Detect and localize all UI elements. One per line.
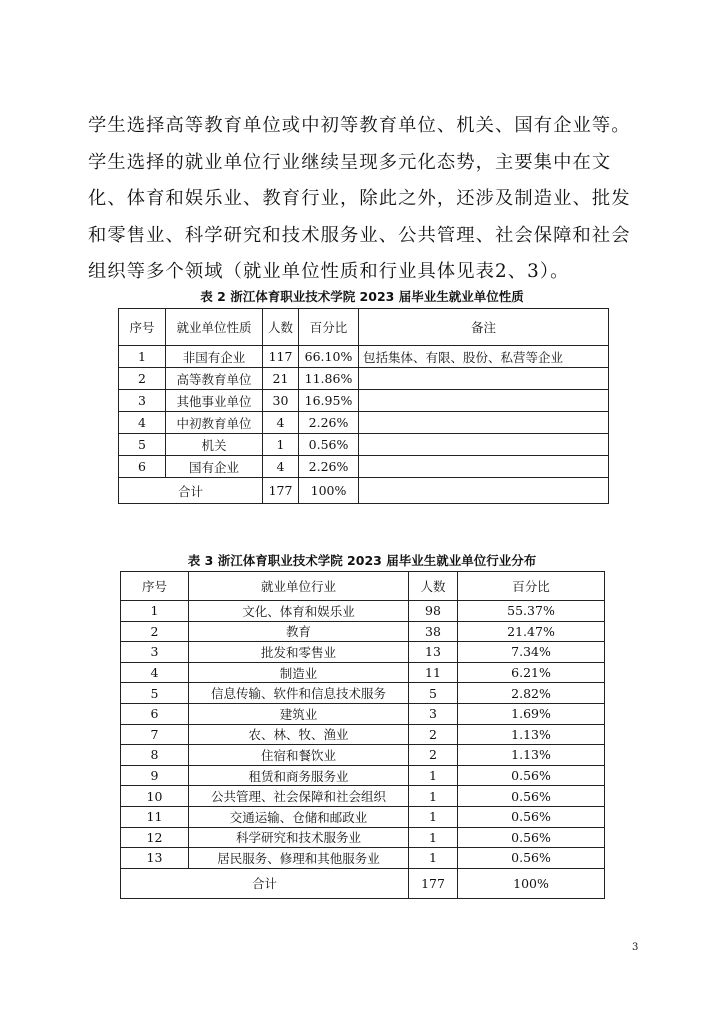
- table-cell: 1.13%: [458, 745, 605, 766]
- table-row: [121, 765, 605, 786]
- table-cell: 21: [263, 368, 299, 390]
- table-cell: 1: [409, 806, 458, 827]
- table-cell: 13: [121, 848, 189, 869]
- table-row: [121, 683, 605, 704]
- total-percent: 100%: [299, 478, 359, 504]
- table-cell: 0.56%: [458, 786, 605, 807]
- total-row: [121, 868, 605, 898]
- table-row: [121, 848, 605, 869]
- table-cell: 国有企业: [166, 456, 263, 478]
- table-cell: 信息传输、软件和信息技术服务: [189, 683, 409, 704]
- table-cell: 建筑业: [189, 703, 409, 724]
- table-cell: 机关: [166, 434, 263, 456]
- table-row: [119, 434, 609, 456]
- table-row: [119, 368, 609, 390]
- table2-employer-nature: [118, 308, 609, 504]
- table-cell: 11.86%: [299, 368, 359, 390]
- table-cell: 教育: [189, 621, 409, 642]
- table-cell: 1: [409, 848, 458, 869]
- table-cell: 117: [263, 346, 299, 368]
- table-cell: 2: [119, 368, 166, 390]
- table-cell: [359, 456, 609, 478]
- table-cell: 0.56%: [299, 434, 359, 456]
- table-cell: 10: [121, 786, 189, 807]
- table-cell: 6: [119, 456, 166, 478]
- table-cell: 高等教育单位: [166, 368, 263, 390]
- table-cell: 2: [121, 621, 189, 642]
- table-row: [121, 827, 605, 848]
- page-number: 3: [632, 942, 639, 953]
- table-row: [121, 786, 605, 807]
- table-cell: 1.69%: [458, 703, 605, 724]
- table-cell: 9: [121, 765, 189, 786]
- table-cell: 98: [409, 601, 458, 622]
- table3-industry-distribution: [120, 571, 605, 899]
- table-cell: 批发和零售业: [189, 642, 409, 663]
- column-header: 人数: [263, 309, 299, 346]
- total-label: 合计: [121, 868, 409, 898]
- table-cell: 4: [263, 412, 299, 434]
- table-cell: [359, 412, 609, 434]
- table-cell: 8: [121, 745, 189, 766]
- table-cell: 中初教育单位: [166, 412, 263, 434]
- table-cell: 居民服务、修理和其他服务业: [189, 848, 409, 869]
- table-row: [121, 601, 605, 622]
- table-cell: 38: [409, 621, 458, 642]
- table-row: [121, 745, 605, 766]
- total-count: 177: [263, 478, 299, 504]
- table3-caption: 表 3 浙江体育职业技术学院 2023 届毕业生就业单位行业分布: [187, 553, 537, 568]
- total-count: 177: [409, 868, 458, 898]
- table-cell: 55.37%: [458, 601, 605, 622]
- table-cell: 7: [121, 724, 189, 745]
- table-cell: 1.13%: [458, 724, 605, 745]
- table-cell: 4: [263, 456, 299, 478]
- table-cell: 3: [121, 642, 189, 663]
- table-cell: 1: [409, 786, 458, 807]
- table-cell: 住宿和餐饮业: [189, 745, 409, 766]
- table-row: [121, 806, 605, 827]
- header-row: [121, 572, 605, 601]
- table-cell: 4: [121, 662, 189, 683]
- table-cell: 包括集体、有限、股份、私营等企业: [359, 346, 609, 368]
- table-cell: 1: [409, 765, 458, 786]
- column-header: 就业单位行业: [189, 572, 409, 601]
- column-header: 百分比: [299, 309, 359, 346]
- table-cell: 66.10%: [299, 346, 359, 368]
- table-cell: 0.56%: [458, 848, 605, 869]
- column-header: 序号: [119, 309, 166, 346]
- table-cell: 租赁和商务服务业: [189, 765, 409, 786]
- header-row: [119, 309, 609, 346]
- table-cell: [359, 390, 609, 412]
- table-cell: 21.47%: [458, 621, 605, 642]
- column-header: 人数: [409, 572, 458, 601]
- table-cell: 11: [121, 806, 189, 827]
- table-cell: 2: [409, 745, 458, 766]
- table-cell: 0.56%: [458, 827, 605, 848]
- table-row: [121, 662, 605, 683]
- table-cell: 农、林、牧、渔业: [189, 724, 409, 745]
- table-row: [119, 346, 609, 368]
- table2-caption: 表 2 浙江体育职业技术学院 2023 届毕业生就业单位性质: [200, 289, 524, 304]
- total-label: 合计: [119, 478, 263, 504]
- table-row: [121, 642, 605, 663]
- table-cell: 2.26%: [299, 412, 359, 434]
- table-row: [119, 412, 609, 434]
- table-cell: 0.56%: [458, 806, 605, 827]
- table-row: [119, 456, 609, 478]
- table-cell: 3: [409, 703, 458, 724]
- table-cell: 30: [263, 390, 299, 412]
- table-cell: 其他事业单位: [166, 390, 263, 412]
- total-note: [359, 478, 609, 504]
- table-cell: 文化、体育和娱乐业: [189, 601, 409, 622]
- table-cell: 公共管理、社会保障和社会组织: [189, 786, 409, 807]
- table-row: [121, 724, 605, 745]
- table-cell: 13: [409, 642, 458, 663]
- total-row: [119, 478, 609, 504]
- column-header: 就业单位性质: [166, 309, 263, 346]
- table-cell: 4: [119, 412, 166, 434]
- table-cell: 6.21%: [458, 662, 605, 683]
- table-cell: 1: [121, 601, 189, 622]
- table-cell: 2.26%: [299, 456, 359, 478]
- table-cell: 6: [121, 703, 189, 724]
- column-header: 序号: [121, 572, 189, 601]
- table-cell: 1: [119, 346, 166, 368]
- table-cell: 3: [119, 390, 166, 412]
- column-header: 百分比: [458, 572, 605, 601]
- table-cell: 5: [409, 683, 458, 704]
- table-cell: 11: [409, 662, 458, 683]
- column-header: 备注: [359, 309, 609, 346]
- table-row: [121, 621, 605, 642]
- table-cell: 5: [121, 683, 189, 704]
- table-cell: 16.95%: [299, 390, 359, 412]
- table-row: [121, 703, 605, 724]
- total-percent: 100%: [458, 868, 605, 898]
- table-cell: 12: [121, 827, 189, 848]
- table-cell: 交通运输、仓储和邮政业: [189, 806, 409, 827]
- table-cell: 5: [119, 434, 166, 456]
- table-cell: 非国有企业: [166, 346, 263, 368]
- table-cell: 1: [409, 827, 458, 848]
- table-row: [119, 390, 609, 412]
- table-cell: 2: [409, 724, 458, 745]
- table-cell: [359, 368, 609, 390]
- table-cell: 制造业: [189, 662, 409, 683]
- table-cell: 科学研究和技术服务业: [189, 827, 409, 848]
- body-paragraph: 学生选择高等教育单位或中初等教育单位、机关、国有企业等。学生选择的就业单位行业继续呈现多元化态势，主要集中在文化、体育和娱乐业、教育行业，除此之外，还涉及制造业、批发和零售业、科学研究和技术服务业、公共管理、社会保障和社会组织等多个领域（就业单位性质和行业具体见表2、3）。: [88, 115, 631, 282]
- table-cell: 2.82%: [458, 683, 605, 704]
- table-cell: 0.56%: [458, 765, 605, 786]
- table-cell: 7.34%: [458, 642, 605, 663]
- table-cell: 1: [263, 434, 299, 456]
- table-cell: [359, 434, 609, 456]
